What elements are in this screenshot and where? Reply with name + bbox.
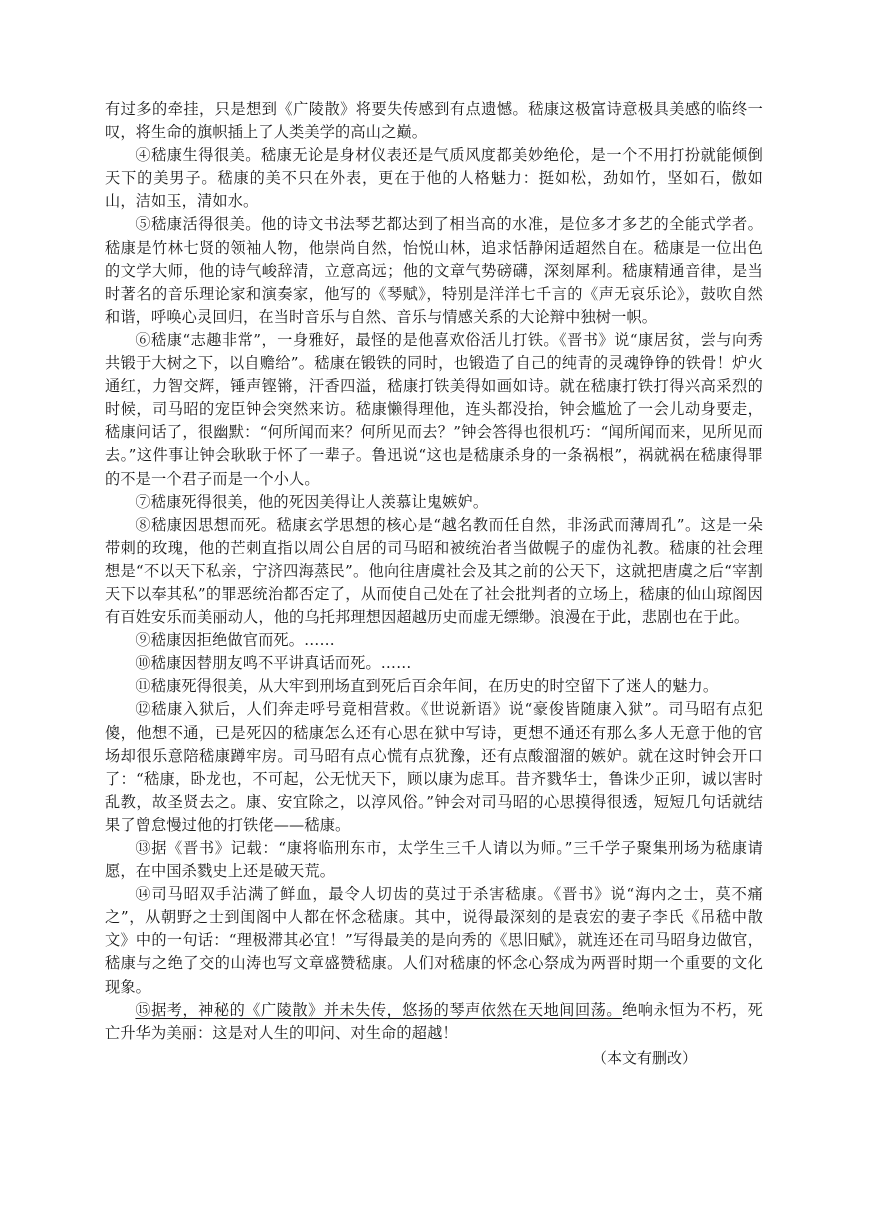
paragraph-12: ⑫嵇康入狱后，人们奔走呼号竟相营救。《世说新语》说“豪俊皆随康入狱”。司马昭有点犯傻，他想不通，已是死囚的嵇康怎么还有心思在狱中写诗，更想不通还有那么多人无意于他的官场却很乐意陪嵇康蹲牢房。司马昭有点心慌有点犹豫，还有点酸溜溜的嫉妒。就在这时钟会开口了：“嵇康，卧龙也，不可起，公无忧天下，顾以康为虑耳。昔齐戮华士，鲁诛少正卯，诚以害时乱教，故圣贤去之。康、安宜除之，以淳风俗。”钟会对司马昭的心思摸得很透，短短几句话就结果了曾怠慢过他的打铁佬——嵇康。	[105, 700, 763, 834]
paragraph-11: ⑪嵇康死得很美，从大牢到刑场直到死后百余年间，在历史的时空留下了迷人的魅力。	[135, 677, 719, 696]
paragraph-6: ⑥嵇康“志趣非常”，一身雅好，最怪的是他喜欢俗活儿打铁。《晋书》说“康居贫，尝与向秀共锻于大树之下，以自赡给”。嵇康在锻铁的同时，也锻造了自己的纯青的灵魂铮铮的铁骨！炉火通红，力智交辉，锤声铿锵，汗香四溢，嵇康打铁美得如画如诗。就在嵇康打铁打得兴高采烈的时候，司马昭的宠臣钟会突然来访。嵇康懒得理他，连头都没抬，钟会尴尬了一会儿动身要走，嵇康问话了，很幽默：“何所闻而来？何所见而去？”钟会答得也很机巧：“闻所闻而来，见所见而去。”这件事让钟会耿耿于怀了一辈子。鲁迅说“这也是嵇康杀身的一条祸根”，祸就祸在嵇康得罪的不是一个君子而是一个小人。	[105, 330, 763, 488]
closing-sentence: 绝响永恒为不朽，死亡升华为美丽：这是对人生的叩问、对生命的超越！	[105, 1000, 763, 1042]
paragraph-13: ⑬据《晋书》记载：“康将临刑东市，太学生三千人请以为师。”三千学子聚集刑场为嵇康请愿，在中国杀戮史上还是破天荒。	[105, 839, 763, 881]
paragraph-14: ⑭司马昭双手沾满了鲜血，最令人切齿的莫过于杀害嵇康。《晋书》说“海内之士，莫不痛之”，从朝野之士到闺阁中人都在怀念嵇康。其中，说得最深刻的是袁宏的妻子李氏《吊嵇中散文》中的一句话：“理极滞其必宜！”写得最美的是向秀的《思旧赋》，就连还在司马昭身边做官，嵇康与之绝了交的山涛也写文章盛赞嵇康。人们对嵇康的怀念心祭成为两晋时期一个重要的文化现象。	[105, 885, 763, 996]
revision-note: （本文有删改）	[591, 1048, 697, 1067]
article-body	[105, 98, 763, 1070]
paragraph-15	[105, 999, 763, 1045]
underlined-sentence: ⑮据考，神秘的《广陵散》并未失传，悠扬的琴声依然在天地间回荡。	[135, 1000, 623, 1019]
paragraph-9: ⑨嵇康因拒绝做官而死。……	[135, 631, 335, 650]
paragraph-10: ⑩嵇康因替朋友鸣不平讲真话而死。……	[135, 654, 412, 673]
paragraph-0: 有过多的牵挂，只是想到《广陵散》将要失传感到有点遗憾。嵇康这极富诗意极具美感的临终一叹，将生命的旗帜插上了人类美学的高山之巅。	[105, 100, 763, 142]
paragraph-4: ④嵇康生得很美。嵇康无论是身材仪表还是气质风度都美妙绝伦，是一个不用打扮就能倾倒天下的美男子。嵇康的美不只在外表，更在于他的人格魅力：挺如松，劲如竹，坚如石，傲如山，洁如玉，清如水。	[105, 146, 763, 211]
paragraph-5: ⑤嵇康活得很美。他的诗文书法琴艺都达到了相当高的水准，是位多才多艺的全能式学者。嵇康是竹林七贤的领袖人物，他崇尚自然，怡悦山林，追求恬静闲适超然自在。嵇康是一位出色的文学大师，他的诗气峻辞清，立意高远；他的文章气势磅礴，深刻犀利。嵇康精通音律，是当时著名的音乐理论家和演奏家，他写的《琴赋》，特别是洋洋七千言的《声无哀乐论》，鼓吹自然和谐，呼唤心灵回归，在当时音乐与自然、音乐与情感关系的大论辩中独树一帜。	[105, 215, 763, 326]
paragraph-7: ⑦嵇康死得很美，他的死因美得让人羡慕让鬼嫉妒。	[135, 492, 489, 511]
paragraph-8: ⑧嵇康因思想而死。嵇康玄学思想的核心是“越名教而任自然，非汤武而薄周孔”。这是一朵带刺的玫瑰，他的芒刺直指以周公自居的司马昭和被统治者当做幌子的虚伪礼教。嵇康的社会理想是“不以天下私亲，宁济四海蒸民”。他向往唐虞社会及其之前的公天下，这就把唐虞之后“宰割天下以奉其私”的罪恶统治都否定了，从而使自己处在了社会批判者的立场上，嵇康的仙山琼阁因有百姓安乐而美丽动人，他的乌托邦理想因超越历史而虚无缥缈。浪漫在于此，悲剧也在于此。	[105, 515, 763, 627]
